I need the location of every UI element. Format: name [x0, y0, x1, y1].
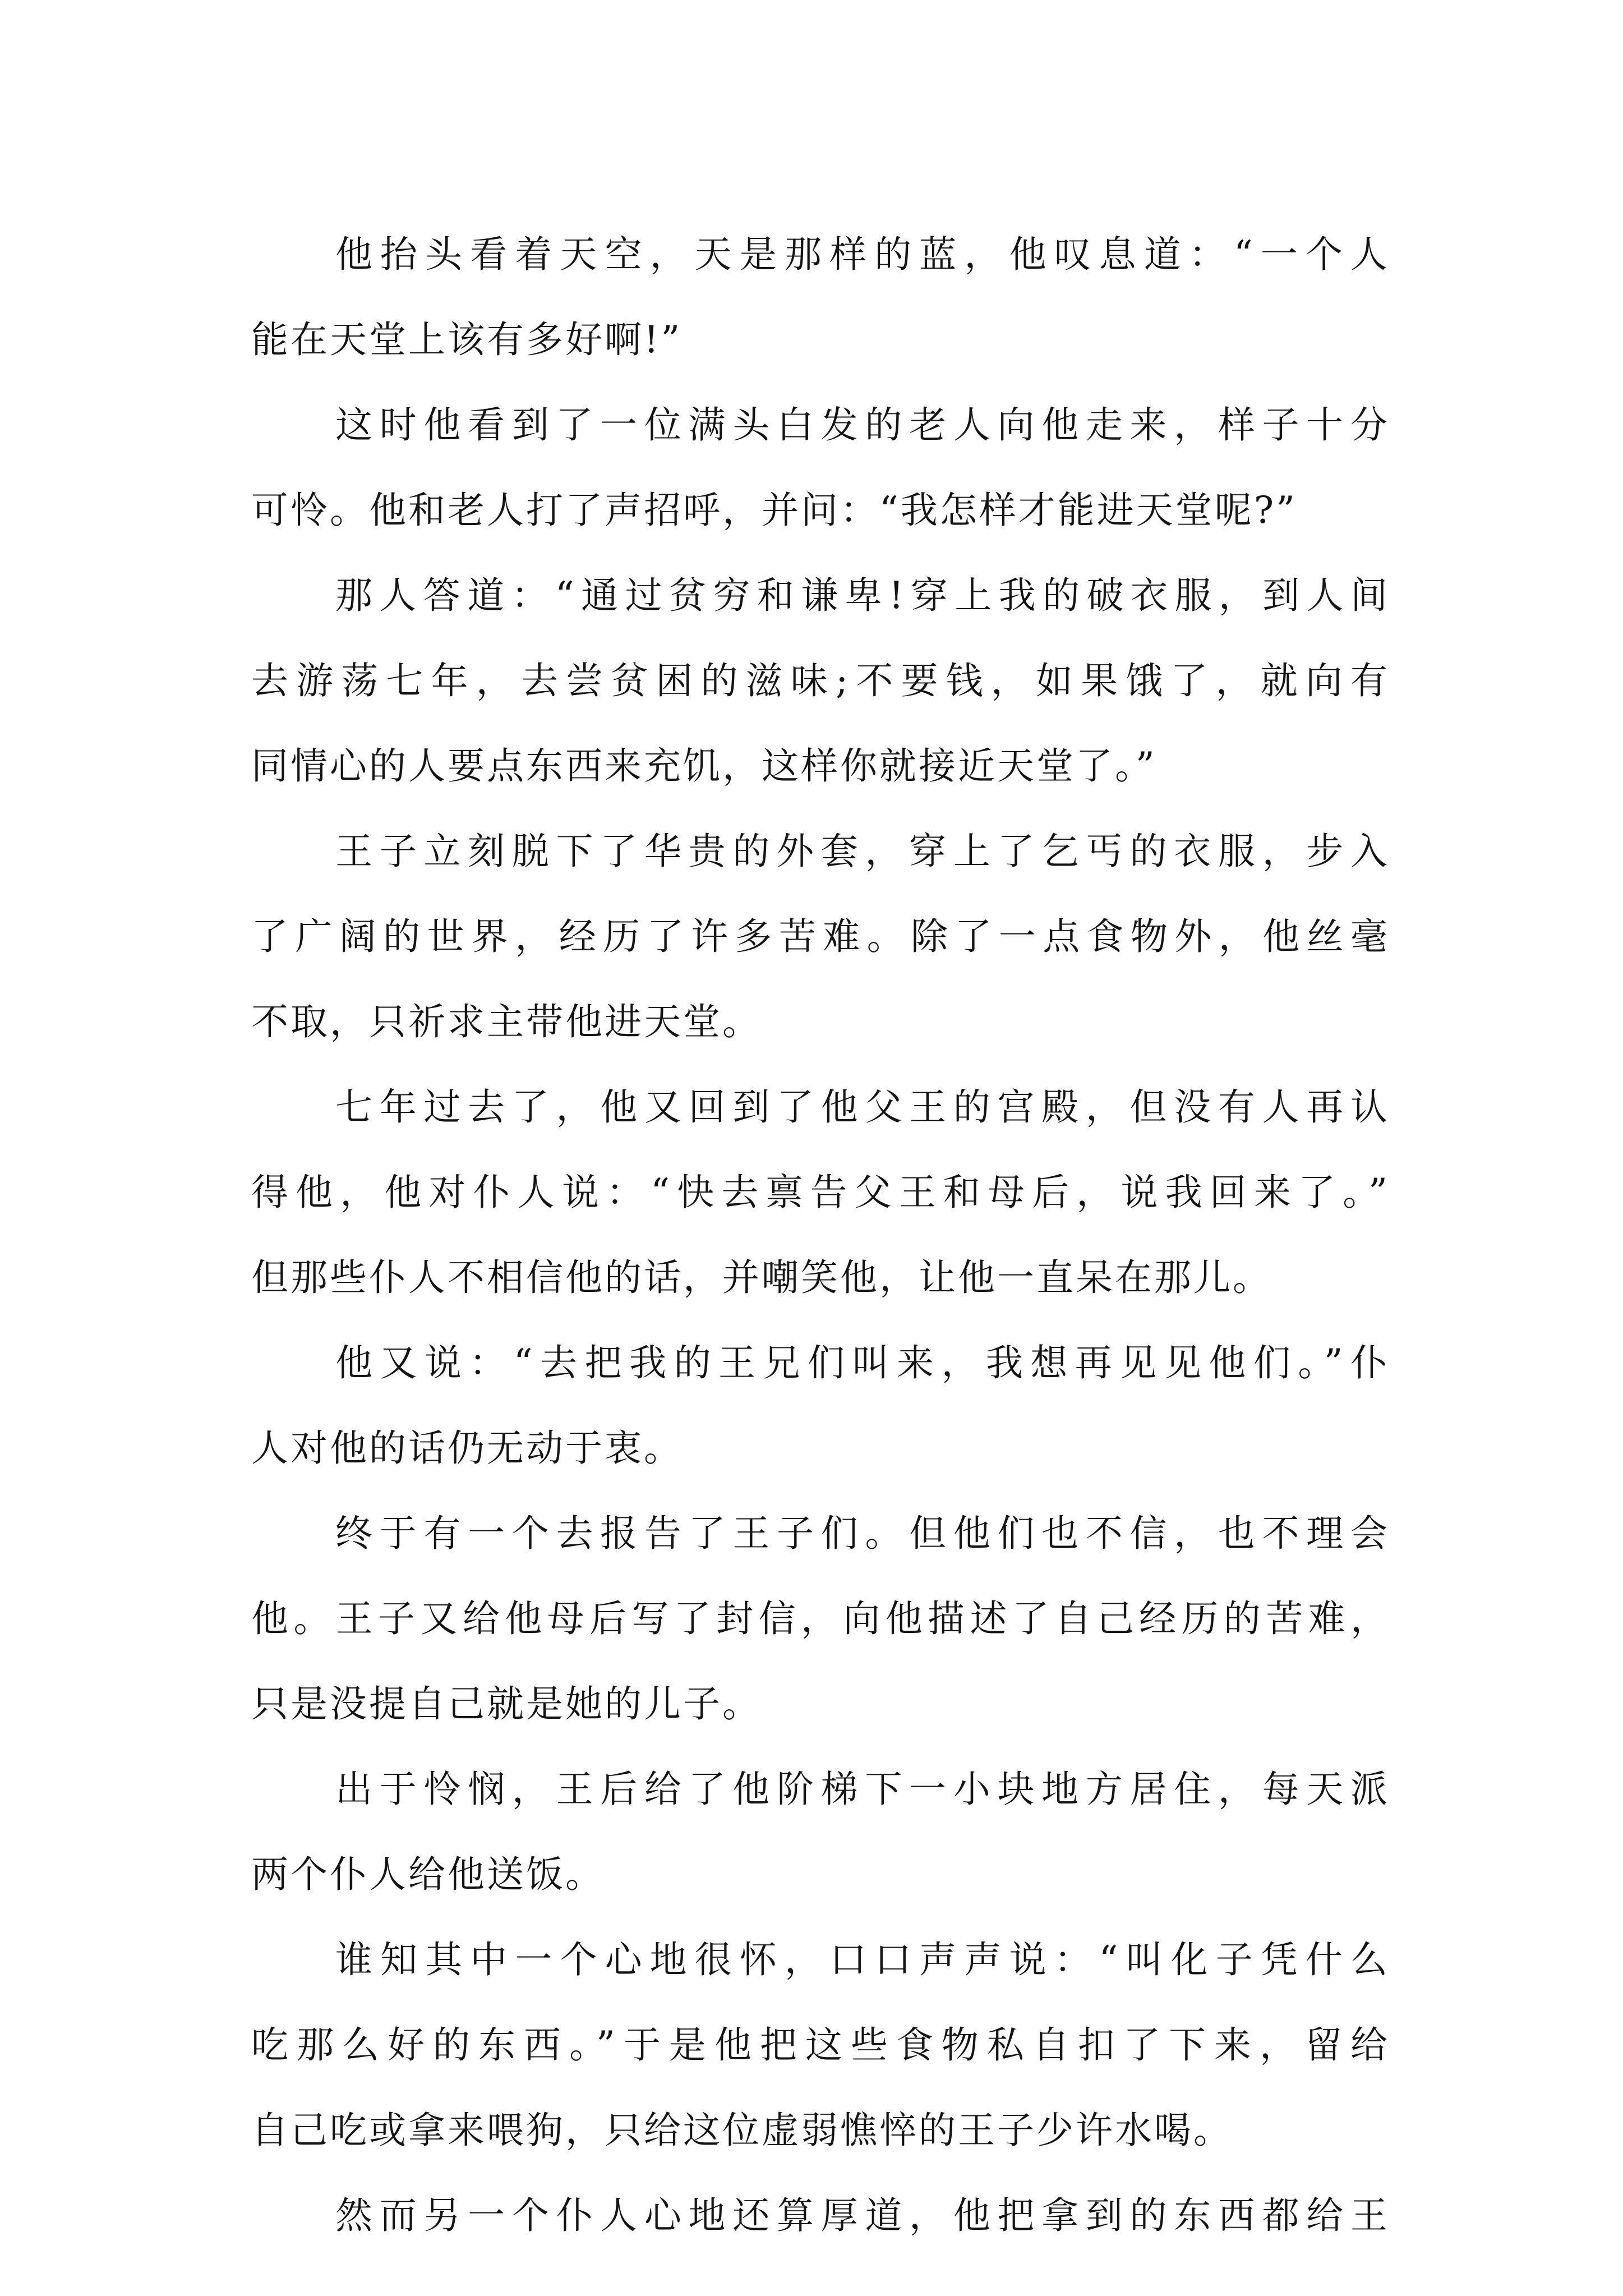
- paragraph-6-line-2: 人对他的话仍无动于衷。: [251, 1427, 683, 1470]
- paragraph-7-line-2: 他。王子又给他母后写了封信，向他描述了自己经历的苦难，: [251, 1597, 1390, 1640]
- paragraph-6-line-1: 他又说：“去把我的王兄们叫来，我想再见见他们。”仆: [335, 1341, 1390, 1384]
- paragraph-3-line-2: 去游荡七年，去尝贫困的滋味;不要钱，如果饿了，就向有: [251, 659, 1390, 702]
- paragraph-2-line-1: 这时他看到了一位满头白发的老人向他走来，样子十分: [335, 403, 1390, 447]
- paragraph-7-line-1: 终于有一个去报告了王子们。但他们也不信，也不理会: [335, 1512, 1390, 1555]
- paragraph-3-line-1: 那人答道：“通过贫穷和谦卑!穿上我的破衣服，到人间: [335, 574, 1390, 617]
- paragraph-7-line-3: 只是没提自己就是她的儿子。: [251, 1682, 762, 1726]
- paragraph-9-line-2: 吃那么好的东西。”于是他把这些食物私自扣了下来，留给: [251, 2023, 1390, 2067]
- paragraph-3-line-3: 同情心的人要点东西来充饥，这样你就接近天堂了。”: [251, 744, 1157, 788]
- paragraph-10-line-1: 然而另一个仆人心地还算厚道，他把拿到的东西都给王: [335, 2194, 1390, 2237]
- paragraph-9-line-3: 自己吃或拿来喂狗，只给这位虚弱憔悴的王子少许水喝。: [251, 2109, 1233, 2152]
- paragraph-1-line-2: 能在天堂上该有多好啊!”: [251, 318, 683, 361]
- paragraph-5-line-3: 但那些仆人不相信他的话，并嘲笑他，让他一直呆在那儿。: [251, 1256, 1272, 1299]
- paragraph-4-line-3: 不取，只祈求主带他进天堂。: [251, 1000, 762, 1043]
- paragraph-4-line-2: 了广阔的世界，经历了许多苦难。除了一点食物外，他丝毫: [251, 915, 1390, 958]
- paragraph-1-line-1: 他抬头看着天空，天是那样的蓝，他叹息道：“一个人: [335, 233, 1390, 276]
- paragraph-8-line-2: 两个仆人给他送饭。: [251, 1853, 605, 1896]
- document-body: [251, 212, 1390, 2258]
- paragraph-5-line-1: 七年过去了，他又回到了他父王的宫殿，但没有人再认: [335, 1085, 1390, 1129]
- paragraph-4-line-1: 王子立刻脱下了华贵的外套，穿上了乞丐的衣服，步入: [335, 830, 1390, 873]
- paragraph-5-line-2: 得他，他对仆人说：“快去禀告父王和母后，说我回来了。”: [251, 1171, 1390, 1214]
- paragraph-9-line-1: 谁知其中一个心地很怀，口口声声说：“叫化子凭什么: [335, 1938, 1390, 1981]
- paragraph-2-line-2: 可怜。他和老人打了声招呼，并问：“我怎样才能进天堂呢?”: [251, 489, 1297, 532]
- paragraph-8-line-1: 出于怜悯，王后给了他阶梯下一小块地方居住，每天派: [335, 1768, 1390, 1811]
